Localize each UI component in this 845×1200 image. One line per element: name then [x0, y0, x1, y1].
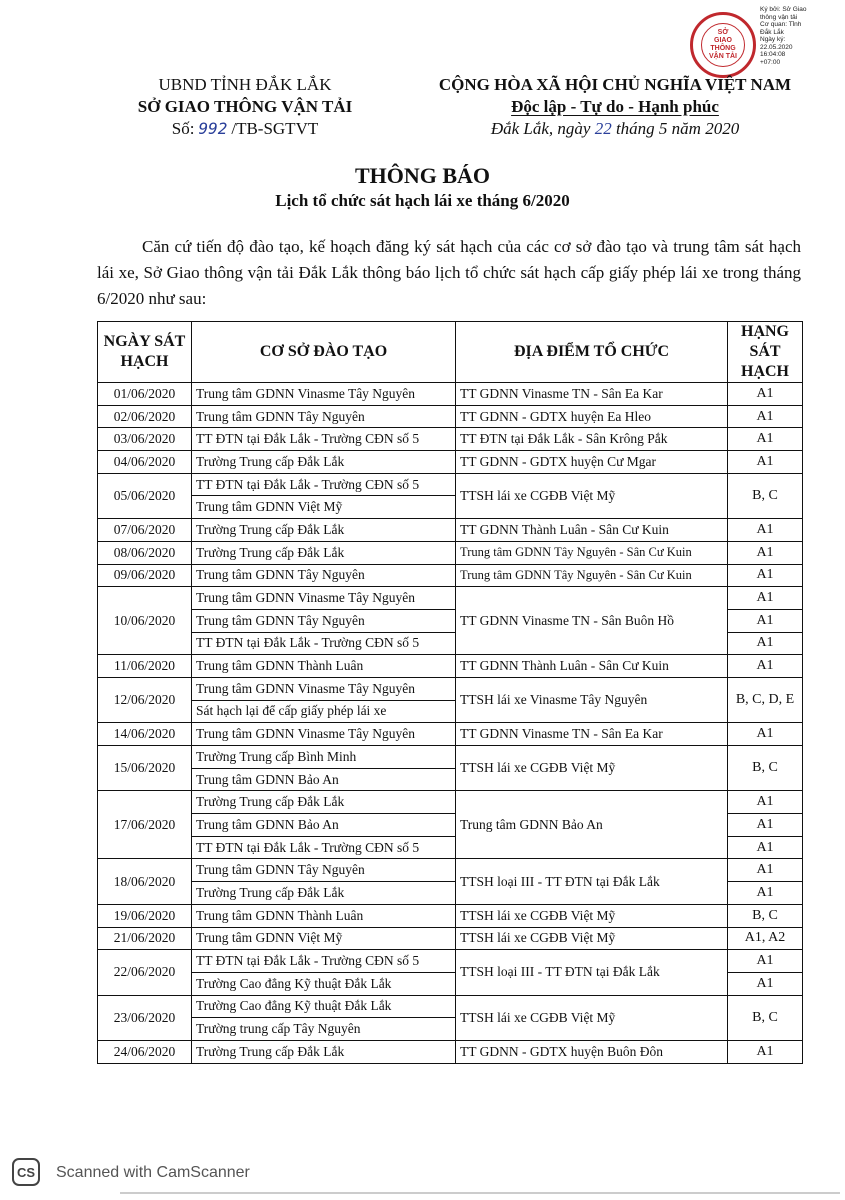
cell-grade: A1 [728, 405, 803, 428]
table-row [98, 451, 803, 474]
cell-training-center: Trung tâm GDNN Thành Luân [192, 904, 456, 927]
cell-training-center: Trường Cao đẳng Kỹ thuật Đắk Lắk [192, 995, 456, 1018]
cell-grade: B, C [728, 746, 803, 791]
cell-training-center: Trung tâm GDNN Thành Luân [192, 655, 456, 678]
signature-note-line: Đắk Lắk [760, 28, 784, 36]
digital-signature-note [760, 6, 830, 66]
table-row [98, 564, 803, 587]
cell-date: 01/06/2020 [98, 383, 192, 406]
cell-grade: A1 [728, 632, 803, 655]
cell-location: TT GDNN Thành Luân - Sân Cư Kuin [456, 519, 728, 542]
cell-training-center: TT ĐTN tại Đắk Lắk - Trường CĐN số 5 [192, 950, 456, 973]
cell-location: TT GDNN Vinasme TN - Sân Ea Kar [456, 723, 728, 746]
signature-note-line: thông vận tải [760, 13, 798, 21]
cell-training-center: Trung tâm GDNN Tây Nguyên [192, 859, 456, 882]
signature-note-line: 16:04:08 [760, 51, 786, 58]
cell-grade: A1 [728, 541, 803, 564]
cell-location: Trung tâm GDNN Tây Nguyên - Sân Cư Kuin [456, 541, 728, 564]
cell-date: 10/06/2020 [98, 587, 192, 655]
footer-rule [120, 1192, 840, 1194]
table-row [98, 995, 803, 1018]
cell-training-center: Trường Trung cấp Đắk Lắk [192, 451, 456, 474]
cell-location: TT GDNN Thành Luân - Sân Cư Kuin [456, 655, 728, 678]
table-row [98, 428, 803, 451]
cell-training-center: TT ĐTN tại Đắk Lắk - Trường CĐN số 5 [192, 473, 456, 496]
header-date: NGÀY SÁT HẠCH [98, 322, 192, 383]
signature-note-line: Ký bởi: Sở Giao [760, 6, 807, 13]
cell-date: 02/06/2020 [98, 405, 192, 428]
cell-location: TTSH lái xe CGĐB Việt Mỹ [456, 746, 728, 791]
table-row [98, 519, 803, 542]
cell-location: TT GDNN Vinasme TN - Sân Buôn Hồ [456, 587, 728, 655]
signature-note-line: 22.05.2020 [760, 43, 793, 51]
table-row [98, 791, 803, 814]
table-row [98, 541, 803, 564]
cell-grade: A1 [728, 836, 803, 859]
cell-location: TT ĐTN tại Đắk Lắk - Sân Krông Pắk [456, 428, 728, 451]
table-row [98, 473, 803, 496]
cell-training-center: Trung tâm GDNN Vinasme Tây Nguyên [192, 677, 456, 700]
cell-location: TTSH lái xe CGĐB Việt Mỹ [456, 473, 728, 518]
header-national [410, 74, 820, 140]
header-grade: HẠNG SÁT HẠCH [728, 322, 803, 383]
cell-location: TTSH lái xe CGĐB Việt Mỹ [456, 904, 728, 927]
cell-date: 23/06/2020 [98, 995, 192, 1040]
signature-note-line: +07:00 [760, 58, 781, 66]
cell-training-center: Sát hạch lại để cấp giấy phép lái xe [192, 700, 456, 723]
seal-text-top: SỞ [717, 29, 729, 36]
cell-location: TTSH lái xe Vinasme Tây Nguyên [456, 677, 728, 722]
cell-training-center: Trường Trung cấp Đắk Lắk [192, 541, 456, 564]
cell-location: TTSH loại III - TT ĐTN tại Đắk Lắk [456, 859, 728, 904]
date-day: 22 [594, 119, 612, 138]
cell-training-center: Trường Cao đẳng Kỹ thuật Đắk Lắk [192, 972, 456, 995]
cell-date: 03/06/2020 [98, 428, 192, 451]
scanner-watermark: Scanned with CamScanner [56, 1164, 250, 1181]
cell-grade: B, C [728, 995, 803, 1040]
table-row [98, 1040, 803, 1063]
cell-training-center: Trung tâm GDNN Vinasme Tây Nguyên [192, 587, 456, 610]
cell-date: 17/06/2020 [98, 791, 192, 859]
table-row [98, 655, 803, 678]
cell-location: TT GDNN - GDTX huyện Ea Hleo [456, 405, 728, 428]
seal-center [701, 23, 745, 67]
cell-date: 24/06/2020 [98, 1040, 192, 1063]
table-row [98, 383, 803, 406]
document-subtitle: Lịch tổ chức sát hạch lái xe tháng 6/2020 [275, 191, 570, 210]
cell-training-center: Trường Trung cấp Đắk Lắk [192, 519, 456, 542]
cell-training-center: Trường trung cấp Tây Nguyên [192, 1018, 456, 1041]
signature-note-line: Ngày ký: [760, 36, 786, 43]
cell-grade: A1 [728, 723, 803, 746]
cell-training-center: Trường Trung cấp Bình Minh [192, 746, 456, 769]
signature-note-line: Cơ quan: Tỉnh [760, 21, 802, 28]
exam-schedule-table [97, 321, 803, 1064]
cell-grade: A1 [728, 655, 803, 678]
cell-grade: A1 [728, 564, 803, 587]
cell-grade: A1 [728, 451, 803, 474]
agency-parent: UBND TỈNH ĐẮK LẮK [158, 75, 332, 94]
date-prefix: Đắk Lắk, ngày [490, 119, 591, 138]
camscanner-logo-icon: CS [12, 1158, 40, 1186]
cell-grade: A1 [728, 587, 803, 610]
cell-grade: A1 [728, 519, 803, 542]
cell-grade: B, C [728, 473, 803, 518]
intro-paragraph: Căn cứ tiến độ đào tạo, kế hoạch đăng ký sát hạch của các cơ sở đào tạo và trung tâm sát hạch lái xe, Sở Giao thông vận tải Đắk Lắk thông báo lịch tổ chức sát hạch cấp giấy phép lái xe trong tháng 6/2020 như sau: [97, 237, 801, 308]
cell-grade: A1 [728, 859, 803, 882]
cell-grade: A1 [728, 882, 803, 905]
cell-date: 12/06/2020 [98, 677, 192, 722]
cell-grade: B, C, D, E [728, 677, 803, 722]
cell-grade: A1, A2 [728, 927, 803, 950]
table-row [98, 950, 803, 973]
cell-date: 07/06/2020 [98, 519, 192, 542]
cell-training-center: TT ĐTN tại Đắk Lắk - Trường CĐN số 5 [192, 836, 456, 859]
cell-location: TT GDNN Vinasme TN - Sân Ea Kar [456, 383, 728, 406]
cell-training-center: Trung tâm GDNN Tây Nguyên [192, 609, 456, 632]
table-row [98, 677, 803, 700]
cell-date: 09/06/2020 [98, 564, 192, 587]
cell-date: 05/06/2020 [98, 473, 192, 518]
date-suffix: tháng 5 năm 2020 [615, 119, 740, 138]
number-suffix: /TB-SGTVT [231, 119, 319, 138]
table-header-row [98, 322, 803, 383]
cell-training-center: Trung tâm GDNN Vinasme Tây Nguyên [192, 723, 456, 746]
document-title: THÔNG BÁO [354, 163, 491, 188]
cell-date: 18/06/2020 [98, 859, 192, 904]
number-prefix: Số: [171, 119, 195, 138]
header-location: ĐỊA ĐIỂM TỔ CHỨC [456, 322, 728, 383]
cell-location: TT GDNN - GDTX huyện Cư Mgar [456, 451, 728, 474]
number-value: 992 [198, 119, 228, 138]
cell-training-center: Trung tâm GDNN Bảo An [192, 814, 456, 837]
cell-location: TTSH loại III - TT ĐTN tại Đắk Lắk [456, 950, 728, 995]
cell-date: 21/06/2020 [98, 927, 192, 950]
cell-training-center: Trường Trung cấp Đắk Lắk [192, 1040, 456, 1063]
table-row [98, 405, 803, 428]
cell-training-center: Trường Trung cấp Đắk Lắk [192, 791, 456, 814]
cell-location: TTSH lái xe CGĐB Việt Mỹ [456, 995, 728, 1040]
table-row [98, 587, 803, 610]
document-date [410, 118, 820, 140]
cell-training-center: Trung tâm GDNN Tây Nguyên [192, 564, 456, 587]
table-row [98, 746, 803, 769]
cell-grade: A1 [728, 950, 803, 973]
cell-date: 19/06/2020 [98, 904, 192, 927]
cell-grade: A1 [728, 1040, 803, 1063]
cell-training-center: Trung tâm GDNN Việt Mỹ [192, 496, 456, 519]
table-row [98, 723, 803, 746]
cell-grade: A1 [728, 383, 803, 406]
cell-grade: A1 [728, 609, 803, 632]
table-row [98, 859, 803, 882]
cell-grade: A1 [728, 428, 803, 451]
seal-text-mid: GIAO THÔNG [710, 37, 736, 52]
cell-location: TT GDNN - GDTX huyện Buôn Đôn [456, 1040, 728, 1063]
cell-grade: A1 [728, 814, 803, 837]
cell-training-center: Trường Trung cấp Đắk Lắk [192, 882, 456, 905]
cell-location: Trung tâm GDNN Bảo An [456, 791, 728, 859]
cell-date: 04/06/2020 [98, 451, 192, 474]
cell-date: 15/06/2020 [98, 746, 192, 791]
seal-text-bot: VẬN TẢI [709, 53, 737, 60]
header-agency [100, 74, 390, 140]
cell-date: 08/06/2020 [98, 541, 192, 564]
cell-grade: A1 [728, 791, 803, 814]
document-number [100, 118, 390, 140]
header-center: CƠ SỞ ĐÀO TẠO [192, 322, 456, 383]
cell-date: 11/06/2020 [98, 655, 192, 678]
cell-training-center: Trung tâm GDNN Bảo An [192, 768, 456, 791]
official-seal [690, 12, 756, 78]
table-row [98, 904, 803, 927]
cell-date: 22/06/2020 [98, 950, 192, 995]
cell-date: 14/06/2020 [98, 723, 192, 746]
cell-location: Trung tâm GDNN Tây Nguyên - Sân Cư Kuin [456, 564, 728, 587]
cell-training-center: TT ĐTN tại Đắk Lắk - Trường CĐN số 5 [192, 428, 456, 451]
cell-training-center: Trung tâm GDNN Vinasme Tây Nguyên [192, 383, 456, 406]
cell-grade: A1 [728, 972, 803, 995]
cell-training-center: Trung tâm GDNN Việt Mỹ [192, 927, 456, 950]
cell-training-center: Trung tâm GDNN Tây Nguyên [192, 405, 456, 428]
table-row [98, 927, 803, 950]
agency-name: SỞ GIAO THÔNG VẬN TẢI [137, 97, 353, 116]
cell-location: TTSH lái xe CGĐB Việt Mỹ [456, 927, 728, 950]
national-motto: Độc lập - Tự do - Hạnh phúc [511, 97, 719, 116]
cell-grade: B, C [728, 904, 803, 927]
cell-training-center: TT ĐTN tại Đắk Lắk - Trường CĐN số 5 [192, 632, 456, 655]
national-title: CỘNG HÒA XÃ HỘI CHỦ NGHĨA VIỆT NAM [438, 75, 792, 94]
